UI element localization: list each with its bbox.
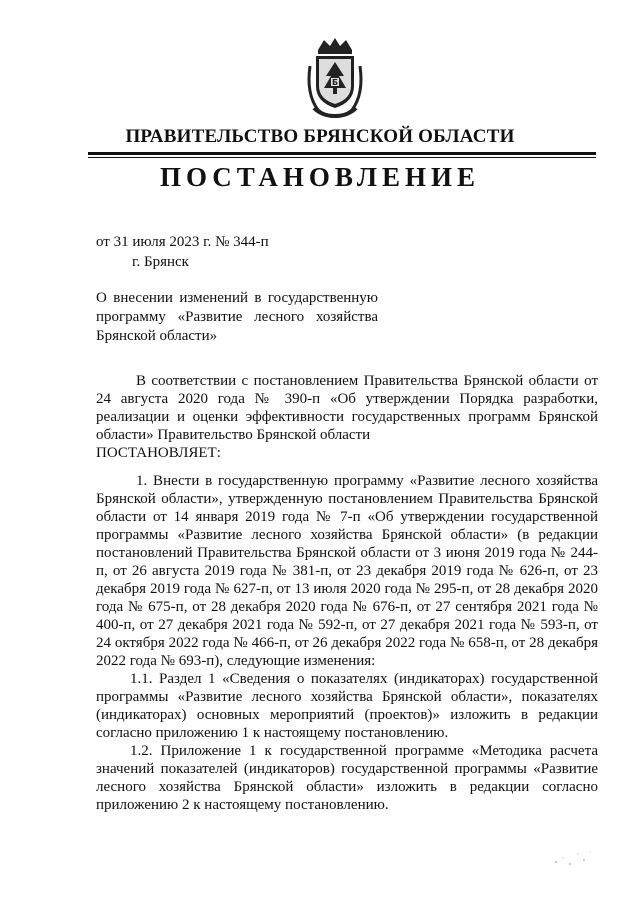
svg-text:Б: Б: [331, 78, 339, 87]
document-body: [96, 372, 598, 814]
city-name: г. Брянск: [132, 254, 189, 270]
item-1-1-paragraph: 1.1. Раздел 1 «Сведения о показателях (индикаторах) государственной программы «Развитие лесного хозяйства Брянской области», показателях (индикаторах) основных мероприятий (проектов)» изложить в редакции согласно приложению 1 к настоящему постановлению.: [96, 671, 598, 741]
header-rule-thick: [88, 152, 596, 155]
preamble-paragraph: В соответствии с постановлением Правительства Брянской области от 24 августа 2020 года № 390-п «Об утверждении Порядка разработки, реализации и оценки эффективности государственных программ Брянской области» Правительство Брянской области: [96, 373, 598, 443]
government-title: ПРАВИТЕЛЬСТВО БРЯНСКОЙ ОБЛАСТИ: [125, 126, 515, 147]
header-rule-thin: [88, 157, 596, 158]
date-and-number: от 31 июля 2023 г. № 344-п: [96, 234, 269, 250]
scan-smudge-icon: [548, 844, 598, 874]
item-1-2-paragraph: 1.2. Приложение 1 к государственной программе «Методика расчета значений показателей (индикаторов) государственной программы «Развитие лесного хозяйства Брянской области» изложить в редакции согласно приложению 2 к настоящему постановлению.: [96, 743, 598, 813]
coat-of-arms-icon: [304, 36, 366, 120]
document-type-title: ПОСТАНОВЛЕНИЕ: [159, 162, 481, 192]
subject-line: О внесении изменений в государственную: [96, 290, 378, 306]
document-subject: [96, 289, 378, 346]
subject-line: Брянской области»: [96, 328, 218, 344]
item-1-paragraph: 1. Внести в государственную программу «Развитие лесного хозяйства Брянской области», утвержденную постановлением Правительства Брянской области от 14 января 2019 года № 7-п «Об утверждении государственной программы «Развитие лесного хозяйства Брянской области» (в редакции постановлений Правительства Брянской области от 3 июня 2019 года № 244-п, от 26 августа 2019 года № 381-п, от 23 декабря 2019 года № 626-п, от 23 декабря 2019 года № 627-п, от 13 июля 2020 года № 295-п, от 28 декабря 2020 года № 675-п, от 28 декабря 2020 года № 676-п, от 27 сентября 2021 года № 400-п, от 27 декабря 2021 года № 592-п, от 27 декабря 2021 года № 593-п, от 24 октября 2022 года № 466-п, от 26 декабря 2022 года № 658-п, от 28 декабря 2022 года № 693-п), следующие изменения:: [96, 473, 598, 669]
resolves-heading: ПОСТАНОВЛЯЕТ:: [96, 445, 221, 461]
subject-line: программу «Развитие лесного хозяйства: [96, 309, 378, 325]
